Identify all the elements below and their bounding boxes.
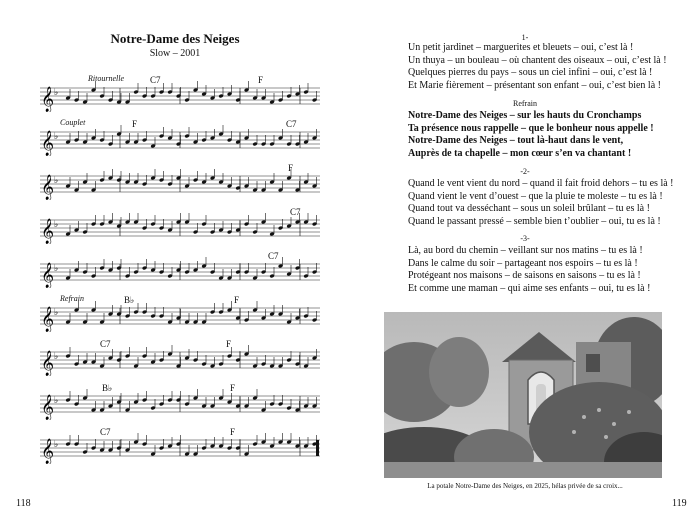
chord-symbol: F — [258, 75, 264, 85]
chord-symbol: F — [230, 383, 236, 393]
staff-lines — [40, 166, 320, 200]
svg-text:♭: ♭ — [54, 351, 59, 361]
chord-symbol: C7 — [150, 75, 161, 85]
verse-line: Quand tout va desséchant – sous un soleil brûlant – tu es là ! — [408, 203, 650, 215]
svg-text:♭: ♭ — [54, 131, 59, 141]
svg-text:𝄞: 𝄞 — [41, 219, 55, 244]
music-staff — [40, 294, 320, 332]
chord-symbol: F — [132, 119, 138, 129]
staff-lines — [40, 210, 320, 244]
svg-text:♭: ♭ — [54, 307, 59, 317]
music-staff — [40, 251, 320, 288]
svg-text:𝄞: 𝄞 — [41, 131, 55, 156]
chord-symbol: F — [230, 427, 236, 437]
chord-symbol: C7 — [286, 119, 297, 129]
chord-symbol: F — [288, 163, 294, 173]
chord-symbol: F — [226, 339, 232, 349]
svg-text:♭: ♭ — [54, 219, 59, 229]
chord-symbol: C7 — [268, 251, 279, 261]
svg-text:𝄞: 𝄞 — [41, 395, 55, 420]
verse-1-number: 1- — [521, 33, 529, 42]
staff-lines — [40, 430, 320, 464]
chord-symbol: C7 — [100, 339, 111, 349]
verse-line: Protégeant nos maisons – de saisons en saisons – tu es là ! — [408, 270, 641, 282]
verse-line: Et comme une maman – qui aime ses enfants – oui, tu es là ! — [408, 282, 651, 294]
refrain-line: Notre-Dame des Neiges – sur les hauts du Cronchamps — [408, 110, 642, 121]
chord-symbol: C7 — [100, 427, 111, 437]
verse-line: Un petit jardinet – marguerites et bleuets – oui, c’est là ! — [408, 42, 634, 53]
staff-lines — [40, 122, 320, 156]
music-staff — [40, 383, 320, 420]
music-staff — [40, 339, 320, 376]
section-label: Refrain — [60, 294, 84, 303]
verse-line: Quand le passant pressé – semble bien t’oublier – oui, tu es là ! — [408, 215, 661, 227]
music-staff — [40, 163, 320, 200]
verse-line: Quand vient le vent d’ouest – que la pluie te moleste – tu es là ! — [408, 190, 663, 202]
svg-text:♭: ♭ — [54, 87, 59, 97]
verse-3 — [350, 245, 700, 295]
chord-symbol: B♭ — [124, 295, 135, 305]
svg-text:𝄞: 𝄞 — [41, 351, 55, 376]
verse-line: Quelques pierres du pays – sous un ciel infini – oui, c’est là ! — [408, 67, 653, 79]
svg-text:𝄞: 𝄞 — [41, 263, 55, 288]
music-staff — [40, 74, 320, 112]
staff-lines — [40, 78, 320, 112]
song-title: Notre-Dame des Neiges — [110, 31, 240, 46]
refrain-label: Refrain — [513, 99, 537, 108]
svg-text:♭: ♭ — [54, 395, 59, 405]
svg-text:♭: ♭ — [54, 439, 59, 449]
svg-text:𝄞: 𝄞 — [41, 307, 55, 332]
page-number-right: 119 — [672, 498, 687, 509]
svg-text:♭: ♭ — [54, 263, 59, 273]
verse-line: Dans le calme du soir – partageant nos espoirs – tu es là ! — [408, 257, 638, 269]
verse-line: Là, au bord du chemin – veillant sur nos matins – tu es là ! — [408, 245, 643, 256]
chord-symbol: B♭ — [102, 383, 113, 393]
svg-text:𝄞: 𝄞 — [41, 175, 55, 200]
music-staff — [40, 207, 320, 244]
verse-line: Un thuya – un bouleau – où chantent des oiseaux – oui, c’est là ! — [408, 54, 667, 66]
svg-text:𝄞: 𝄞 — [41, 439, 55, 464]
staff-lines — [40, 386, 320, 420]
right-page — [350, 0, 700, 522]
verse-2 — [350, 178, 700, 228]
song-subtitle: Slow – 2001 — [149, 48, 201, 59]
chord-symbol: F — [234, 295, 240, 305]
refrain-line: Ta présence nous rappelle – que le bonheur nous appelle ! — [408, 122, 654, 134]
verse-1 — [350, 42, 700, 92]
chord-symbol: C7 — [290, 207, 301, 217]
verse-2-number: -2- — [520, 167, 530, 176]
page-number-left: 118 — [16, 498, 31, 509]
verse-line: Et Marie fièrement – présentant son enfant – oui, c’est bien là ! — [408, 79, 661, 91]
photo-caption: La potale Notre-Dame des Neiges, en 2025, hélas privée de sa croix... — [427, 482, 623, 490]
refrain — [350, 110, 700, 160]
staff-lines — [40, 342, 320, 376]
svg-text:♭: ♭ — [54, 175, 59, 185]
section-label: Couplet — [60, 118, 86, 127]
staff-lines — [40, 298, 320, 332]
refrain-line: Notre-Dame des Neiges – tout là-haut dans le vent, — [408, 135, 624, 147]
music-staff — [40, 118, 320, 156]
section-label: Ritournelle — [88, 74, 124, 83]
svg-text:𝄞: 𝄞 — [41, 87, 55, 112]
chapel-photo-image — [384, 312, 662, 478]
verse-line: Quand le vent vient du nord – quand il fait froid dehors – tu es là ! — [408, 178, 674, 189]
verse-3-number: -3- — [520, 234, 530, 243]
music-staff — [40, 427, 320, 464]
refrain-line: Auprès de ta chapelle – mon cœur s’en va chantant ! — [408, 147, 632, 159]
chapel-photo — [384, 312, 662, 478]
